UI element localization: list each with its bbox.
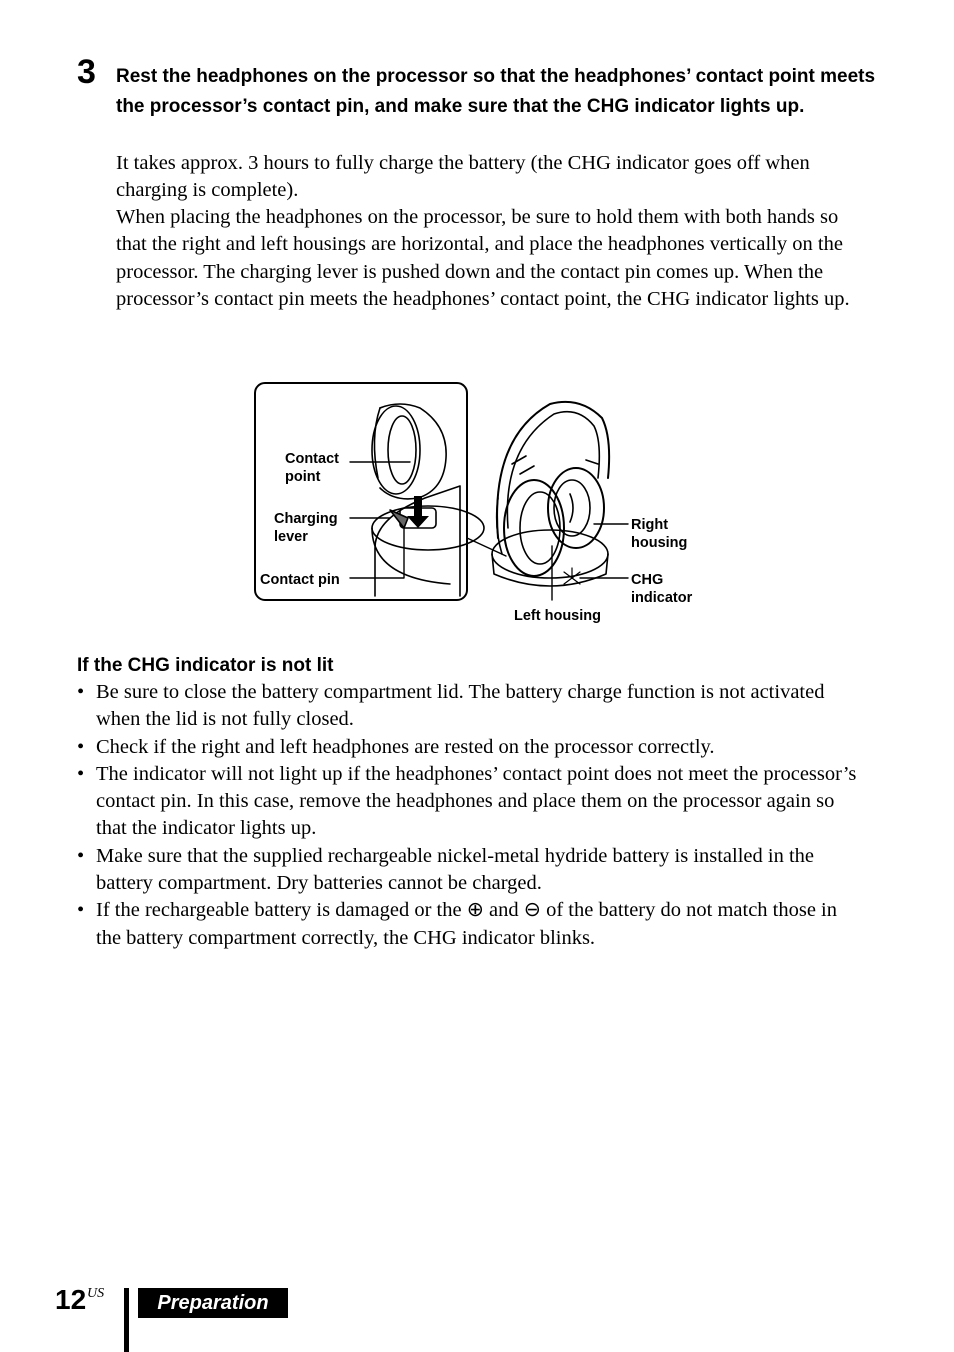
list-item: • Be sure to close the battery compartment lid. The battery charge function is not activated when the lid is not fully closed. — [77, 681, 825, 731]
label-left-housing: Left housing — [514, 608, 601, 624]
label-right-housing: Right housing — [631, 517, 688, 551]
bullet-icon: • — [77, 735, 85, 758]
plus-terminal-icon: ⊕ — [466, 899, 484, 922]
page-number: 12 — [55, 1284, 87, 1315]
step-paragraph-2: When placing the headphones on the processor, be sure to hold them with both hands so that the right and left housings are horizontal, and place the headphones vertically on the processor. The charging lever is pushed down and the contact pin comes up. When the processor’s contact pin meets the headphones’ contact point, the CHG indicator lights up. — [116, 206, 850, 310]
list-item: • Check if the right and left headphones are rested on the processor correctly. — [77, 734, 857, 761]
list-item: • Make sure that the supplied rechargeable nickel-metal hydride battery is installed in the battery compartment. Dry batteries cannot be charged. — [77, 844, 815, 895]
label-contact-point: Contact point — [285, 451, 339, 485]
charging-illustration — [250, 378, 720, 638]
bullet-icon: • — [77, 681, 85, 703]
inset-frame — [255, 383, 467, 600]
bullet-icon: • — [77, 899, 85, 922]
list-item: • If the rechargeable battery is damaged or the ⊕ and ⊖ of the battery do not match those in the battery compartment correctly, the CHG indicator blinks. — [77, 899, 838, 949]
list-item: • The indicator will not light up if the headphones’ contact point does not meet the processor’s contact pin. In this case, remove the headphones and place them on the processor again so that the indicator lights up. — [77, 762, 857, 840]
minus-terminal-icon: ⊖ — [523, 899, 541, 922]
bullet-icon: • — [77, 762, 85, 785]
label-contact-pin: Contact pin — [260, 572, 340, 588]
step-heading: Rest the headphones on the processor so that the headphones’ contact point meets the processor’s contact pin, and make sure that the CHG indicator lights up. — [116, 66, 876, 117]
label-chg-indicator: CHG indicator — [631, 572, 693, 606]
troubleshooting-list — [77, 679, 857, 952]
step-paragraph-1: It takes approx. 3 hours to fully charge the battery (the CHG indicator goes off when charging is complete). — [116, 152, 810, 202]
step-number: 3 — [77, 53, 96, 91]
page-region-suffix: US — [87, 1286, 105, 1301]
bullet-icon: • — [77, 844, 85, 867]
label-charging-lever: Charging lever — [274, 511, 338, 545]
footer-divider — [124, 1288, 129, 1352]
troubleshooting-heading: If the CHG indicator is not lit — [77, 655, 334, 676]
section-tab: Preparation — [138, 1288, 288, 1318]
